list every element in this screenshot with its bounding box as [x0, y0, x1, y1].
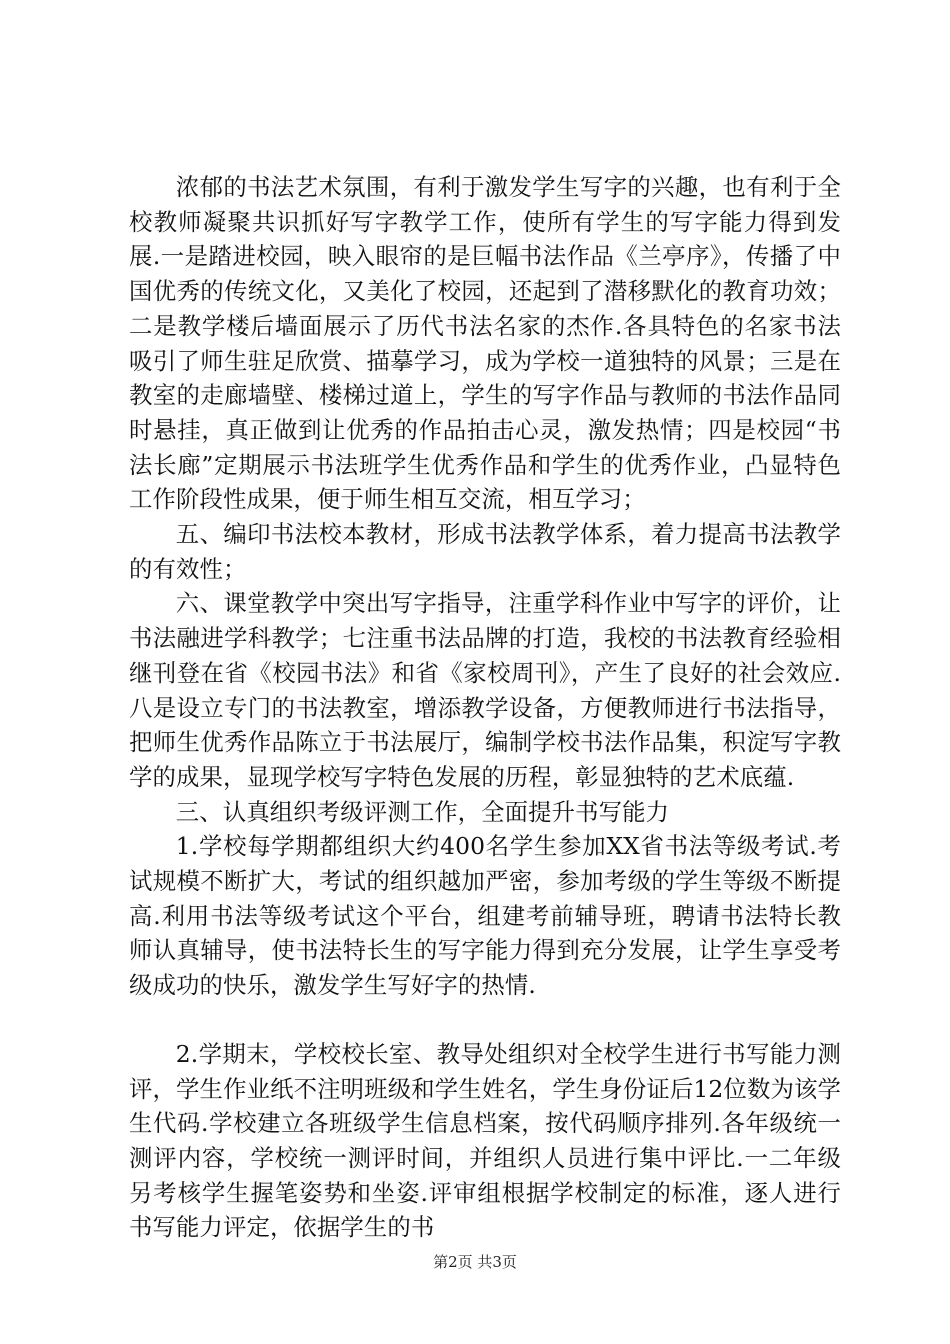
section-heading-three: 三、认真组织考级评测工作，全面提升书写能力 — [175, 797, 670, 826]
paragraph-spacer — [129, 1003, 841, 1037]
paragraph-point-one-exams: 1.学校每学期都组织大约400名学生参加XX省书法等级考试.考试规模不断扩大，考试的组织越加严密，参加考级的学生等级不断提高.利用书法等级考试这个平台，组建考前辅导班，聘请书法特长教师认真辅导，使书法特长生的写字能力得到充分发展，让学生享受考级成功的快乐，激发学生写好字的热情. — [129, 832, 841, 1000]
paragraph-calligraphy-atmosphere: 浓郁的书法艺术氛围，有利于激发学生写字的兴趣，也有利于全校教师凝聚共识抓好写字教学工作，使所有学生的写字能力得到发展.一是踏进校园，映入眼帘的是巨幅书法作品《兰亭序》，传播了中国优秀的传统文化，又美化了校园，还起到了潜移默化的教育功效；二是教学楼后墙面展示了历代书法名家的杰作.各具特色的名家书法吸引了师生驻足欣赏、描摹学习，成为学校一道独特的风景；三是在教室的走廊墙壁、楼梯过道上，学生的写字作品与教师的书法作品同时悬挂，真正做到让优秀的作品拍击心灵，激发热情；四是校园“书法长廊”定期展示书法班学生优秀作品和学生的优秀作业，凸显特色工作阶段性成果，便于师生相互交流，相互学习； — [129, 173, 841, 514]
paragraph-point-two-assessment: 2.学期末，学校校长室、教导处组织对全校学生进行书写能力测评，学生作业纸不注明班级和学生姓名，学生身份证后12位数为该学生代码.学校建立各班级学生信息档案，按代码顺序排列.各年级统一测评内容，学校统一测评时间，并组织人员进行集中评比.一二年级另考核学生握笔姿势和坐姿.评审组根据学校制定的标准，逐人进行书写能力评定，依据学生的书 — [129, 1039, 841, 1242]
document-body — [129, 170, 841, 1245]
page-number-footer: 第2页 共3页 — [433, 1253, 517, 1271]
paragraph-item-six-classroom: 六、课堂教学中突出写字指导，注重学科作业中写字的评价，让书法融进学科教学；七注重书法品牌的打造，我校的书法教育经验相继刊登在省《校园书法》和省《家校周刊》，产生了良好的社会效应.八是设立专门的书法教室，增添教学设备，方便教师进行书法指导，把师生优秀作品陈立于书法展厅，编制学校书法作品集，积淀写字教学的成果，显现学校写字特色发展的历程，彰显独特的艺术底蕴. — [129, 589, 841, 791]
paragraph-item-five-textbook: 五、编印书法校本教材，形成书法教学体系，着力提高书法教学的有效性； — [129, 520, 841, 583]
